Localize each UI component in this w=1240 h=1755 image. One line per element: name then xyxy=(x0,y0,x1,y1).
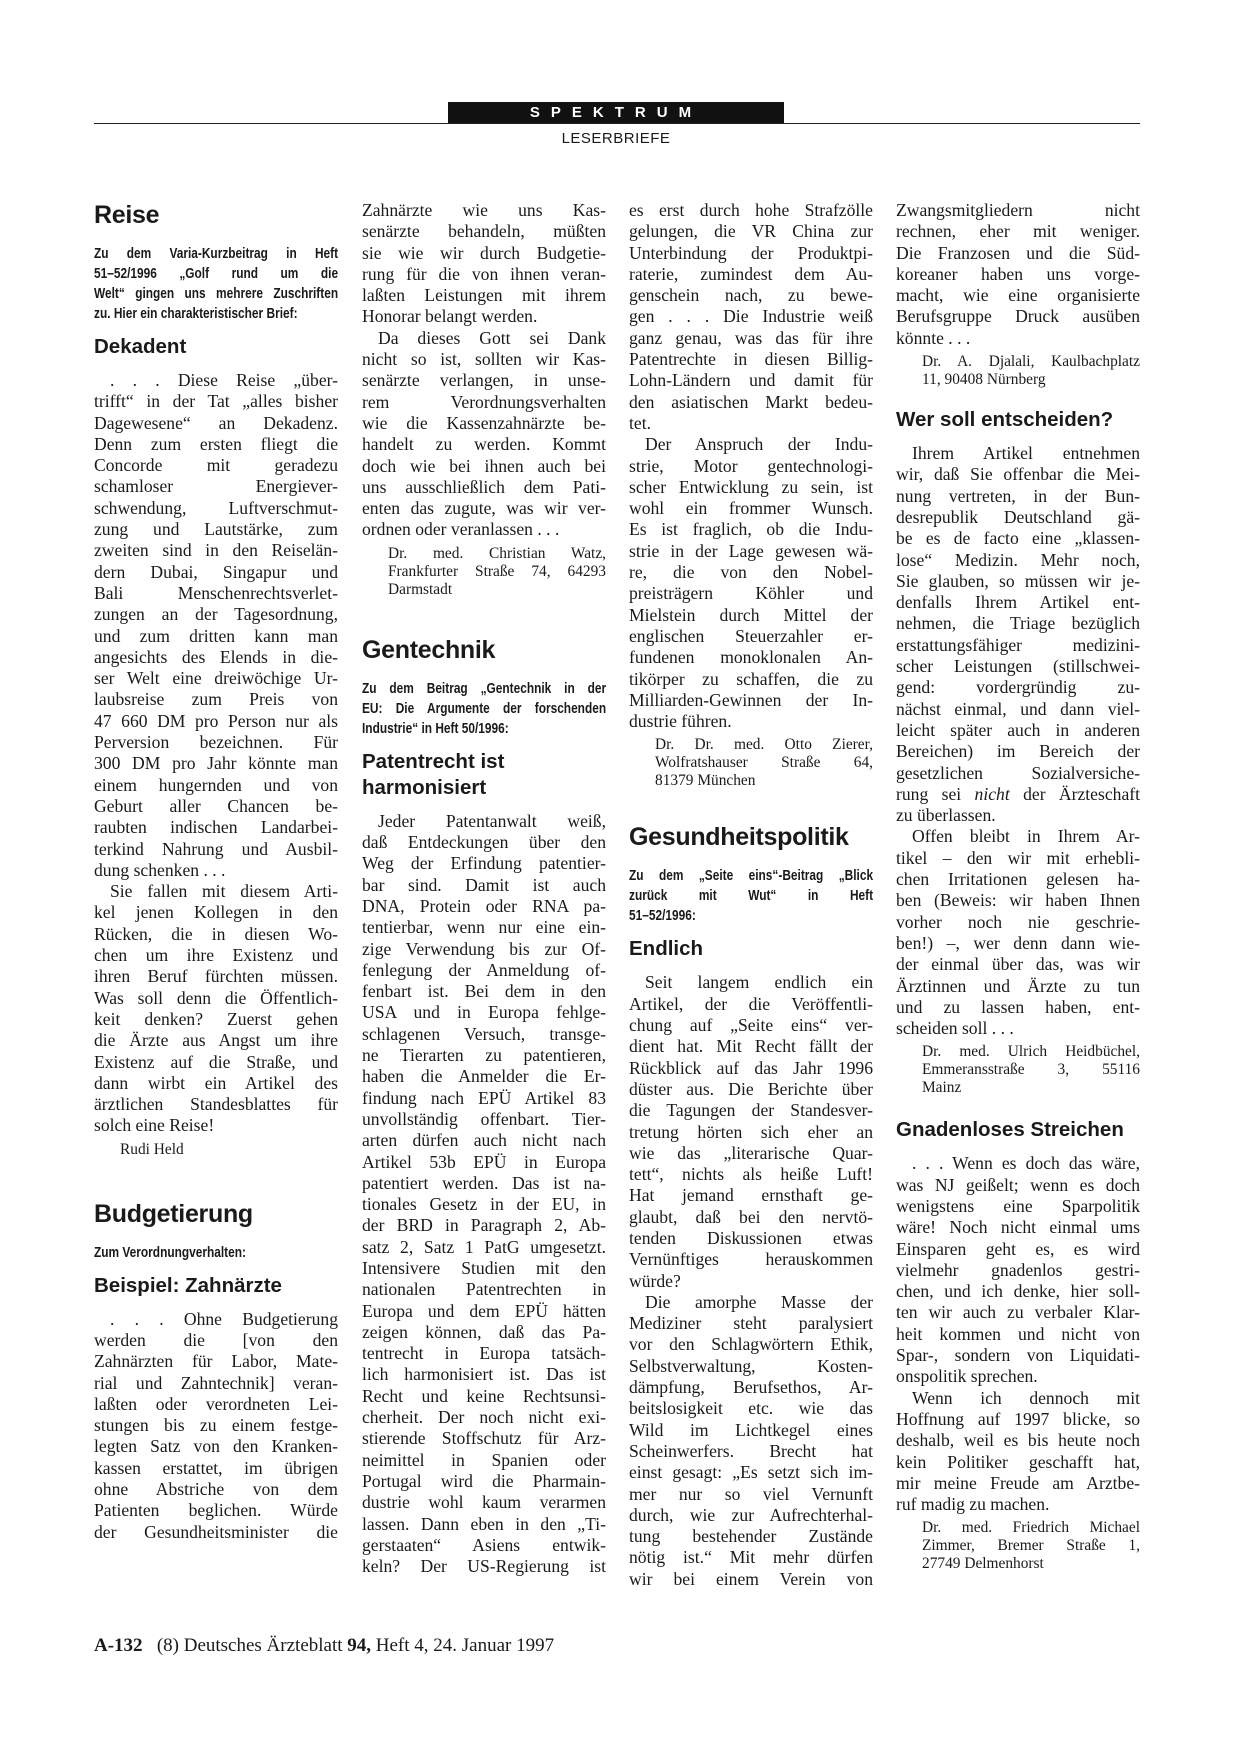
text-line: . . . Diese Reise „über- xyxy=(110,370,338,390)
text-line: raterie, zumindest dem Au- xyxy=(629,263,873,284)
text-line: Intensivere Studien mit den xyxy=(362,1257,606,1278)
text-line: lassen. Dann eben in den „Ti- xyxy=(362,1513,606,1534)
text-line: tikörper zu schaffen, die zu xyxy=(629,668,873,689)
text-line: scheiden soll . . . xyxy=(896,1018,1014,1039)
text-line: fundenen monoklonalen An- xyxy=(629,647,873,668)
letter-intro xyxy=(362,679,606,739)
text-line: lose“ Medizin. Mehr noch, xyxy=(896,549,1140,570)
text-line: chen um ihre Existenz und xyxy=(94,945,338,966)
text-line: mir meine Freude am Arztbe- xyxy=(896,1472,1140,1493)
text-line: Offen bleibt in Ihrem Ar- xyxy=(912,826,1140,847)
text-line: kassen erstattet, im übrigen xyxy=(94,1457,338,1478)
text-line: Was soll denn die Öffentlich- xyxy=(94,987,338,1008)
text-line: gend: vordergründig zu- xyxy=(896,677,1140,698)
text-line: dient hat. Mit Recht fällt der xyxy=(629,1036,873,1057)
text-line: Darmstadt xyxy=(388,580,453,598)
text-line: 27749 Delmenhorst xyxy=(922,1555,1044,1573)
column-2 xyxy=(362,200,606,1577)
text-line: der einmal über das, was wir xyxy=(896,954,1140,975)
text-line: es erst durch hohe Strafzölle xyxy=(629,200,873,220)
letter-body xyxy=(94,1309,338,1543)
text-line: nung vertreten, in der Bun- xyxy=(896,485,1140,506)
text-line: Scheinwerfers. Brecht hat xyxy=(629,1440,873,1461)
letter-title-beispiel-zahnaerzte: Beispiel: Zahnärzte xyxy=(94,1273,282,1297)
text-line: . . . Wenn es doch das wäre, xyxy=(912,1153,1140,1174)
text-line: rung für die von ihnen veran- xyxy=(362,263,606,284)
text-line: Die Franzosen und die Süd- xyxy=(896,242,1140,263)
text-line: die Tagungen der Standesver- xyxy=(629,1100,873,1121)
text-line: ihren Beruf fürchten müssen. xyxy=(94,966,338,987)
text-line: Bali Menschenrechtsverlet- xyxy=(94,582,338,603)
text-line: würde? xyxy=(629,1270,681,1291)
letter-body xyxy=(94,370,338,1137)
text-line: schamloser Energiever- xyxy=(94,476,338,497)
text-line: glaubt, daß bei den nervtö- xyxy=(629,1206,873,1227)
column-1 xyxy=(94,200,338,1543)
text-line: bar sind. Damit ist auch xyxy=(362,874,606,895)
text-line: beitslosigkeit etc. wie das xyxy=(629,1398,873,1419)
text-line: ten wir auch zu verbaler Klar- xyxy=(896,1302,1140,1323)
text-line: den asiatischen Markt bedeu- xyxy=(629,391,873,412)
text-line: tentrecht in Europa tatsäch- xyxy=(362,1343,606,1364)
text-line: einst gesagt: „Es setzt sich im- xyxy=(629,1462,873,1483)
text-line: Rudi Held xyxy=(120,1140,184,1158)
text-line: gelungen, die VR China zur xyxy=(629,221,873,242)
text-line: ruf madig zu machen. xyxy=(896,1494,1050,1515)
text-line: Welt“ gingen uns mehrere Zuschriften xyxy=(94,286,339,302)
text-line: Zahnärzten für Labor, Mate- xyxy=(94,1351,338,1372)
text-line: Rücken, die in diesen Wo- xyxy=(94,923,338,944)
text-line: tett“, nichts als heiße Luft! xyxy=(629,1164,873,1185)
letter-body xyxy=(896,443,1140,784)
text-line: 11, 90408 Nürnberg xyxy=(922,371,1046,389)
text-line: tionales Gesetz in der EU, in xyxy=(362,1194,606,1215)
text-line: leicht später auch in anderen xyxy=(896,719,1140,740)
text-line: was NJ geißelt; wenn es doch xyxy=(896,1174,1140,1195)
text-line: Geburt aller Chancen be- xyxy=(94,795,338,816)
text-line: heit kommen und nicht von xyxy=(896,1323,1140,1344)
text-line: laßten oder verordneten Lei- xyxy=(94,1393,338,1414)
letter-intro xyxy=(94,244,338,324)
text-line: wir, daß Sie offenbar die Mei- xyxy=(896,464,1140,485)
text-line: satz 2, Satz 1 PatG umgesetzt. xyxy=(362,1236,606,1257)
text-line: vielmehr gnadenlos gestri- xyxy=(896,1259,1140,1280)
text-line: keln? Der US-Regierung ist xyxy=(362,1556,606,1577)
text-line: dämpfung, Berufsethos, Ar- xyxy=(629,1377,873,1398)
text-line: macht, wie eine organisierte xyxy=(896,285,1140,306)
letter-body xyxy=(629,200,873,732)
text-line: rechnen, eher mit weniger. xyxy=(896,221,1140,242)
footer-issue: Heft 4, 24. Januar 1997 xyxy=(371,1635,555,1656)
letter-body xyxy=(896,200,1140,349)
text-line: rial und Zahntechnik] veran- xyxy=(94,1372,338,1393)
text-line: tet. xyxy=(629,412,651,433)
text-line: zu überlassen. xyxy=(896,805,996,826)
text-run: rung sei xyxy=(896,783,975,804)
text-line: cherheit. Der noch nicht exi- xyxy=(362,1407,606,1428)
text-line: tikel – den wir mit erhebli- xyxy=(896,847,1140,868)
text-line: gerstaaten“ Asiens entwik- xyxy=(362,1534,606,1555)
text-line: Zu dem Beitrag „Gentechnik in der xyxy=(362,680,607,697)
text-line: nötig ist.“ Mit mehr dürfen xyxy=(629,1547,873,1568)
letter-title-gnadenloses-streichen: Gnadenloses Streichen xyxy=(896,1118,1124,1142)
text-line: Ärztinnen und Ärzte zu tun xyxy=(896,975,1140,996)
text-line: ohne Abstriche von dem xyxy=(94,1479,338,1500)
text-line: doch wie bei ihnen auch bei xyxy=(362,455,606,476)
letter-title-dekadent: Dekadent xyxy=(94,335,187,358)
letter-signature xyxy=(896,353,1140,389)
text-line: Emmeransstraße 3, 55116 xyxy=(922,1061,1140,1079)
text-line: kein Politiker geschafft hat, xyxy=(896,1451,1140,1472)
text-line: laubsreise zum Preis von xyxy=(94,689,338,710)
text-line: strie, Motor gentechnologi- xyxy=(629,455,873,476)
text-line: ärztlichen Standesblattes für xyxy=(94,1094,338,1115)
letter-title-endlich: Endlich xyxy=(629,937,704,961)
text-line: Seit langem endlich ein xyxy=(645,972,873,993)
text-line: dern Dubai, Singapur und xyxy=(94,561,338,582)
text-line: englischen Steuerzahler er- xyxy=(629,625,873,646)
text-line: zige Verwendung bis zur Of- xyxy=(362,938,606,959)
text-line: Sie glauben, so müssen wir je- xyxy=(896,570,1140,591)
text-line: ben!) –, wer denn dann wie- xyxy=(896,932,1140,953)
text-line: Milliarden-Gewinnen der In- xyxy=(629,689,873,710)
text-line: deshalb, weil es bis heute noch xyxy=(896,1430,1140,1451)
section-subtitle: LESERBRIEFE xyxy=(561,130,671,147)
text-line: zu. Hier ein charakteristischer Brief: xyxy=(94,306,298,322)
text-line: scher Entwicklung zu sein, ist xyxy=(629,476,873,497)
text-line: Denn zum ersten fliegt die xyxy=(94,433,338,454)
text-line: dustrie führen. xyxy=(629,711,732,732)
text-line: gen . . . Die Industrie weiß xyxy=(629,306,873,327)
text-line: ne Tierarten zu patentieren, xyxy=(362,1045,606,1066)
text-line: Einsparen geht es, es wird xyxy=(896,1238,1140,1259)
text-line: durch, wie zur Aufrechterhal- xyxy=(629,1504,873,1525)
text-line: Die amorphe Masse der xyxy=(645,1291,873,1312)
text-line: daß Entdeckungen über den xyxy=(362,832,606,853)
text-line: 51–52/1996: xyxy=(629,908,696,925)
text-line: haben die Anmelder die Er- xyxy=(362,1066,606,1087)
text-line: Dr. med. Ulrich Heidbüchel, xyxy=(922,1043,1140,1061)
text-line: unvollständig offenbart. Tier- xyxy=(362,1108,606,1129)
text-line: dann wirbt ein Artikel des xyxy=(94,1072,338,1093)
text-line: . . . Ohne Budgetierung xyxy=(110,1308,338,1329)
text-line: USA und in Europa fehlge- xyxy=(362,1002,606,1023)
text-line: Hoffnung auf 1997 blicke, so xyxy=(896,1408,1140,1429)
text-line: Dr. med. Friedrich Michael xyxy=(922,1519,1140,1537)
text-line: Dr. A. Djalali, Kaulbachplatz xyxy=(922,353,1140,371)
letter-body xyxy=(629,972,873,1590)
text-line: dustrie wohl kaum verarmen xyxy=(362,1492,606,1513)
text-line: solch eine Reise! xyxy=(94,1115,215,1136)
text-line: stierende Stoffschutz für Arz- xyxy=(362,1428,606,1449)
text-line: 47 660 DM pro Person nur als xyxy=(94,710,338,731)
text-line: und zu lassen haben, ent- xyxy=(896,996,1140,1017)
text-line: und zum dritten kann man xyxy=(94,625,338,646)
text-line: ben (Beweis: wir haben Ihnen xyxy=(896,890,1140,911)
text-line: gesetzlichen Sozialversiche- xyxy=(896,762,1140,783)
text-line: nationalen Patentrechten in xyxy=(362,1279,606,1300)
text-line: Wenn ich dennoch mit xyxy=(912,1387,1140,1408)
header-rule xyxy=(94,123,1140,124)
text-line: Industrie“ in Heft 50/1996: xyxy=(362,720,509,737)
text-line: Bereichen) im Bereich der xyxy=(896,741,1140,762)
text-line: handelt zu werden. Kommt xyxy=(362,434,606,455)
text-line: vorher noch nie geschrie- xyxy=(896,911,1140,932)
text-line: tung bestehender Zustände xyxy=(629,1526,873,1547)
text-line: düster aus. Die Berichte über xyxy=(629,1078,873,1099)
text-line: Concorde mit geradezu xyxy=(94,455,338,476)
text-line: raubten indischen Landarbei- xyxy=(94,817,338,838)
text-line: erstattungsfähiger medizini- xyxy=(896,634,1140,655)
text-line: Zum Verordnungverhalten: xyxy=(94,1244,246,1261)
text-line: Sie fallen mit diesem Arti- xyxy=(110,881,338,902)
section-heading-gentechnik: Gentechnik xyxy=(362,635,496,664)
text-line: dung schenken . . . xyxy=(94,859,226,880)
text-line: Recht und keine Rechtsunsi- xyxy=(362,1385,606,1406)
text-line: wie das „literarische Quar- xyxy=(629,1142,873,1163)
text-line: Artikel 53b EPÜ in Europa xyxy=(362,1151,606,1172)
text-line: ordnen oder veranlassen . . . xyxy=(362,519,560,540)
column-4 xyxy=(896,200,1140,1573)
letter-title-line: Patentrecht ist xyxy=(362,749,505,773)
text-line: patentiert werden. Das ist na- xyxy=(362,1172,606,1193)
text-line: Frankfurter Straße 74, 64293 xyxy=(388,562,606,580)
page-number: A-132 xyxy=(94,1635,143,1656)
text-line: Zahnärzte wie uns Kas- xyxy=(362,200,606,220)
text-line: 51–52/1996 „Golf rund um die xyxy=(94,266,339,282)
text-line: Artikel, der die Veröffentli- xyxy=(629,993,873,1014)
letter-body xyxy=(362,811,606,1578)
text-line: Europa und dem EPÜ hätten xyxy=(362,1300,606,1321)
section-heading-reise: Reise xyxy=(94,201,160,229)
text-line: Honorar belangt werden. xyxy=(362,306,538,327)
text-line: sie wie wir durch Budgetie- xyxy=(362,242,606,263)
letter-signature xyxy=(362,545,606,599)
text-line: ser Welt eine dreiwöchige Ur- xyxy=(94,668,338,689)
text-line: wir bei einem Verein von xyxy=(629,1568,873,1589)
text-line: scher Leistungen (stillschwei- xyxy=(896,656,1140,677)
text-line: Weg der Erfindung patentier- xyxy=(362,853,606,874)
text-line: fenbart ist. Bei dem in den xyxy=(362,981,606,1002)
body-line xyxy=(896,784,1140,805)
text-line: nächst einmal, und dann viel- xyxy=(896,698,1140,719)
text-line: könnte . . . xyxy=(896,327,971,348)
letter-signature xyxy=(896,1043,1140,1097)
text-line: wenigstens eine Sparpolitik xyxy=(896,1195,1140,1216)
text-line: werden die [von den xyxy=(94,1329,338,1350)
text-line: tenden Diskussionen etwas xyxy=(629,1227,873,1248)
text-line: Zimmer, Bremer Straße 1, xyxy=(922,1537,1140,1555)
text-line: uns ausschließlich dem Pati- xyxy=(362,476,606,497)
text-line: denfalls Ihrem Artikel ent- xyxy=(896,592,1140,613)
text-line: keit denken? Zuerst gehen xyxy=(94,1008,338,1029)
text-line: zungen an der Tagesordnung, xyxy=(94,604,338,625)
text-line: Perversion bezeichnen. Für xyxy=(94,732,338,753)
text-line: arten dürfen auch nicht nach xyxy=(362,1130,606,1151)
text-line: wie die Kassenzahnärzte be- xyxy=(362,412,606,433)
text-line: tentierbar, wenn nur eine ein- xyxy=(362,917,606,938)
text-line: legten Satz von den Kranken- xyxy=(94,1436,338,1457)
text-line: neimittel in Spanien oder xyxy=(362,1449,606,1470)
text-line: Der Anspruch der Indu- xyxy=(645,434,873,455)
text-line: der BRD in Paragraph 2, Ab- xyxy=(362,1215,606,1236)
text-line: Patienten beglichen. Würde xyxy=(94,1500,338,1521)
letter-intro xyxy=(94,1243,338,1263)
text-line: die Ärzte aus Angst um ihre xyxy=(94,1030,338,1051)
text-line: wohl ein frommer Wunsch. xyxy=(629,498,873,519)
letter-signature xyxy=(94,1141,338,1159)
emphasis: nicht xyxy=(974,783,1010,804)
text-line: Dr. med. Christian Watz, xyxy=(388,544,606,562)
text-line: findung nach EPÜ Artikel 83 xyxy=(362,1087,606,1108)
text-line: zeigen können, daß das Pa- xyxy=(362,1321,606,1342)
text-line: Ihrem Artikel entnehmen xyxy=(912,443,1140,464)
text-line: desrepublik Deutschland gä- xyxy=(896,506,1140,527)
text-line: Da dieses Gott sei Dank xyxy=(378,327,606,348)
text-line: Rückblick auf das Jahr 1996 xyxy=(629,1057,873,1078)
text-line: Lohn-Ländern und damit für xyxy=(629,370,873,391)
section-heading-budgetierung: Budgetierung xyxy=(94,1199,253,1228)
text-line: EU: Die Argumente der forschenden xyxy=(362,700,607,717)
text-line: genschein nach, zu bewe- xyxy=(629,285,873,306)
letter-title-patentrecht xyxy=(362,749,606,801)
text-line: enten das zugute, was wir ver- xyxy=(362,498,606,519)
text-line: Zwangsmitgliedern nicht xyxy=(896,200,1140,220)
text-line: fenlegung der Anmeldung of- xyxy=(362,959,606,980)
text-line: Portugal wird die Pharmain- xyxy=(362,1470,606,1491)
text-line: Berufsgruppe Druck ausüben xyxy=(896,306,1140,327)
text-line: Zu dem „Seite eins“-Beitrag „Blick xyxy=(629,868,874,885)
text-line: trifft“ in der Tat „alles bisher xyxy=(94,391,338,412)
text-line: Jeder Patentanwalt weiß, xyxy=(378,810,606,831)
text-line: kel jenen Kollegen in den xyxy=(94,902,338,923)
text-line: Mainz xyxy=(922,1079,962,1097)
letter-body xyxy=(896,1153,1140,1515)
text-line: Dagewesene“ an Dekadenz. xyxy=(94,412,338,433)
text-line: nicht so ist, sollten wir Kas- xyxy=(362,349,606,370)
letter-signature xyxy=(629,736,873,790)
text-line: tretung hörten sich eher an xyxy=(629,1121,873,1142)
text-line: Existenz auf die Straße, und xyxy=(94,1051,338,1072)
text-run: der Ärzteschaft xyxy=(1009,783,1140,804)
column-3 xyxy=(629,200,873,1590)
text-line: terkind Nahrung und Ausbil- xyxy=(94,838,338,859)
text-line: preisträgern Köhler und xyxy=(629,583,873,604)
text-line: chen, und ich denke, hier soll- xyxy=(896,1281,1140,1302)
text-line: chung auf „Seite eins“ ver- xyxy=(629,1015,873,1036)
letter-title-line: harmonisiert xyxy=(362,775,487,799)
text-line: Zu dem Varia-Kurzbeitrag in Heft xyxy=(94,246,339,262)
text-line: Mielstein durch Mittel der xyxy=(629,604,873,625)
text-line: Wolfratshauser Straße 64, xyxy=(655,754,873,772)
text-line: schwendung, Luftverschmut- xyxy=(94,497,338,518)
letter-body xyxy=(896,805,1140,1039)
text-line: zurück mit Wut“ in Heft xyxy=(629,888,874,905)
text-line: ganz genau, was das für ihre xyxy=(629,327,873,348)
text-line: zweiten sind in den Reiselän- xyxy=(94,540,338,561)
text-line: nehmen, die Triage bezüglich xyxy=(896,613,1140,634)
letter-intro xyxy=(629,866,873,926)
text-line: Wild im Lichtkegel eines xyxy=(629,1419,873,1440)
section-heading-gesundheitspolitik: Gesundheitspolitik xyxy=(629,823,849,852)
letter-title-wer-soll-entscheiden: Wer soll entscheiden? xyxy=(896,408,1114,432)
text-line: Hat jemand ernsthaft ge- xyxy=(629,1185,873,1206)
text-line: Es ist fraglich, ob die Indu- xyxy=(629,519,873,540)
text-line: be es de facto eine „klassen- xyxy=(896,528,1140,549)
text-line: senärzte behandeln, müßten xyxy=(362,221,606,242)
text-line: rem Verordnungsverhalten xyxy=(362,391,606,412)
text-line: DNA, Protein oder RNA pa- xyxy=(362,895,606,916)
letter-signature xyxy=(896,1519,1140,1573)
text-line: chen Irritationen gelesen ha- xyxy=(896,869,1140,890)
section-band: SPEKTRUM xyxy=(448,102,784,124)
text-line: Mediziner steht paralysiert xyxy=(629,1313,873,1334)
text-line: 300 DM pro Jahr könnte man xyxy=(94,753,338,774)
text-line: stungen bis zu einem festge- xyxy=(94,1415,338,1436)
text-line: koreaner haben uns vorge- xyxy=(896,263,1140,284)
text-line: re, die von den Nobel- xyxy=(629,562,873,583)
text-line: Spar-, sondern von Liquidati- xyxy=(896,1345,1140,1366)
text-line: einem hungernden und von xyxy=(94,774,338,795)
text-line: mer nur so viel Vernunft xyxy=(629,1483,873,1504)
text-line: lich harmonisiert ist. Das ist xyxy=(362,1364,606,1385)
text-line: schlagenen Versuch, transge- xyxy=(362,1023,606,1044)
footer-volume: 94, xyxy=(347,1635,372,1656)
text-line: Dr. Dr. med. Otto Zierer, xyxy=(655,736,873,754)
text-line: angesichts des Elends in die- xyxy=(94,646,338,667)
text-line: wäre! Noch nicht einmal ums xyxy=(896,1217,1140,1238)
text-line: laßten Leistungen mit ihrem xyxy=(362,285,606,306)
text-line: onspolitik sprechen. xyxy=(896,1366,1038,1387)
text-line: 81379 München xyxy=(655,772,756,790)
text-line: der Gesundheitsminister die xyxy=(94,1521,338,1542)
footer-citation: (8) Deutsches Ärzteblatt xyxy=(156,1635,348,1656)
text-line: zung und Lautstärke, zum xyxy=(94,519,338,540)
page-footer xyxy=(94,1635,554,1657)
letter-body xyxy=(362,200,606,541)
text-line: Vernünftiges herauskommen xyxy=(629,1249,873,1270)
text-line: Patentrechte in diesen Billig- xyxy=(629,349,873,370)
text-line: strie in der Lage gewesen wä- xyxy=(629,540,873,561)
text-line: Selbstverwaltung, Kosten- xyxy=(629,1355,873,1376)
text-line: Unterbindung der Produktpi- xyxy=(629,242,873,263)
text-line: vor den Schlagwörtern Ethik, xyxy=(629,1334,873,1355)
text-line: senärzte verlangen, in unse- xyxy=(362,370,606,391)
